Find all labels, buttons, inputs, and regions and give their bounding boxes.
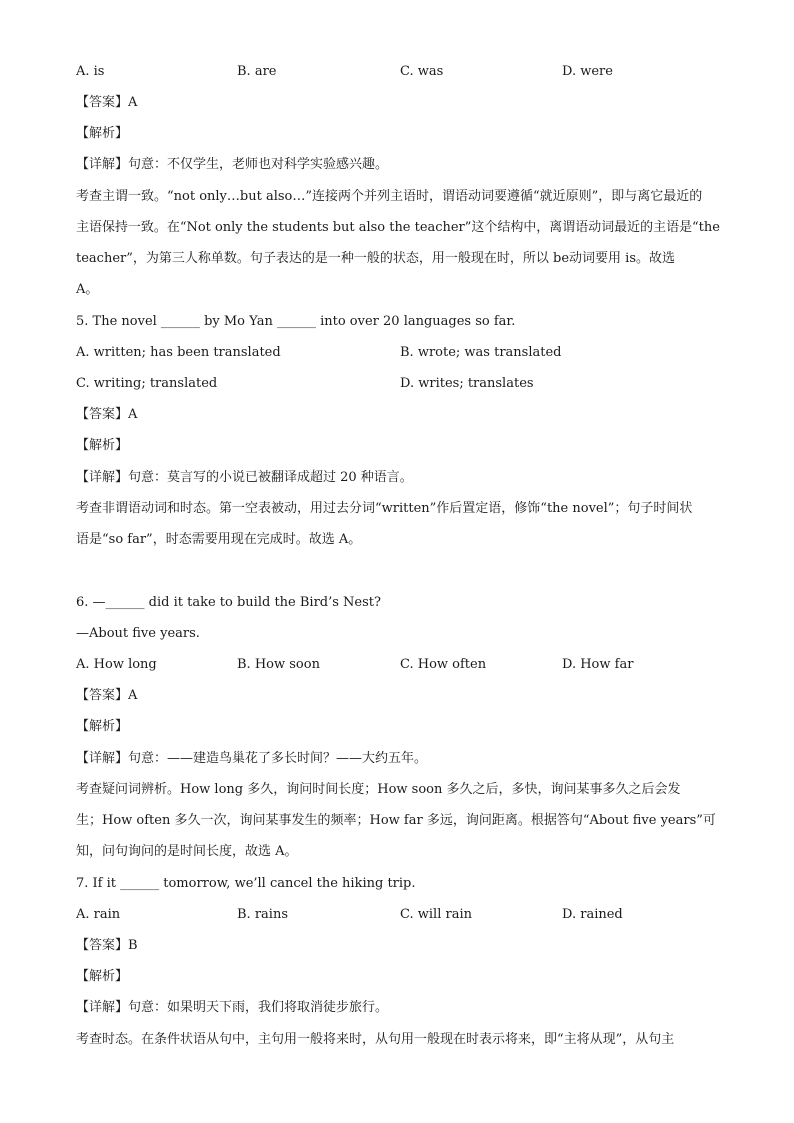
q7-explanation-line-1: 考查时态。在条件状语从句中，主句用一般将来时，从句用一般现在时表示将来，即“主将从现”，从句主	[76, 1032, 675, 1047]
q4-option-b: B. are	[237, 64, 277, 79]
q6-option-b: B. How soon	[237, 657, 320, 672]
q5-option-c: C. writing; translated	[76, 376, 218, 391]
q6-reply: —About five years.	[76, 626, 200, 641]
q6-explanation-line-2: 生；How often 多久一次，询问某事发生的频率；How far 多远，询问距离。根据答句“About five years”可	[76, 813, 716, 828]
q6-answer: 【答案】A	[76, 688, 138, 703]
q6-explanation-line-3: 知，问句询问的是时间长度，故选 A。	[76, 844, 298, 859]
q7-answer: 【答案】B	[76, 938, 138, 953]
q4-option-d: D. were	[562, 64, 613, 79]
q5-analysis-heading: 【解析】	[76, 438, 129, 453]
q7-analysis-heading: 【解析】	[76, 969, 129, 984]
q4-explanation-line-1: 考查主谓一致。“not only…but also…”连接两个并列主语时，谓语动词要遵循“就近原则”，即与离它最近的	[76, 189, 703, 204]
q4-analysis-heading: 【解析】	[76, 126, 129, 141]
q5-explanation-line-1: 考查非谓语动词和时态。第一空表被动，用过去分词“written”作后置定语，修饰“the novel”；句子时间状	[76, 501, 693, 516]
q5-explanation-line-2: 语是“so far”，时态需要用现在完成时。故选 A。	[76, 532, 362, 547]
q4-explanation-line-4: A。	[76, 282, 99, 297]
q6-question: 6. —______ did it take to build the Bird’s Nest?	[76, 595, 381, 610]
q6-analysis-heading: 【解析】	[76, 719, 129, 734]
q7-option-b: B. rains	[237, 907, 288, 922]
q4-answer: 【答案】A	[76, 95, 138, 110]
q5-option-a: A. written; has been translated	[76, 345, 281, 360]
q7-option-c: C. will rain	[400, 907, 472, 922]
q4-explanation-line-3: teacher”，为第三人称单数。句子表达的是一种一般的状态，用一般现在时，所以 be动词要用 is。故选	[76, 251, 675, 266]
q5-detail: 【详解】句意：莫言写的小说已被翻译成超过 20 种语言。	[76, 470, 413, 485]
q7-detail: 【详解】句意：如果明天下雨，我们将取消徒步旅行。	[76, 1000, 389, 1015]
q6-option-c: C. How often	[400, 657, 487, 672]
q6-detail: 【详解】句意：——建造鸟巢花了多长时间？——大约五年。	[76, 751, 428, 766]
q5-question: 5. The novel ______ by Mo Yan ______ into over 20 languages so far.	[76, 314, 516, 329]
q4-option-a: A. is	[76, 64, 105, 79]
q4-explanation-line-2: 主语保持一致。在“Not only the students but also the teacher”这个结构中，离谓语动词最近的主语是“the	[76, 220, 720, 235]
q5-option-b: B. wrote; was translated	[400, 345, 562, 360]
q4-option-c: C. was	[400, 64, 444, 79]
q5-answer: 【答案】A	[76, 407, 138, 422]
q6-option-a: A. How long	[76, 657, 157, 672]
q7-question: 7. If it ______ tomorrow, we’ll cancel the hiking trip.	[76, 876, 416, 891]
q7-option-d: D. rained	[562, 907, 623, 922]
q6-option-d: D. How far	[562, 657, 634, 672]
q4-detail: 【详解】句意：不仅学生，老师也对科学实验感兴趣。	[76, 157, 389, 172]
q5-option-d: D. writes; translates	[400, 376, 534, 391]
q6-explanation-line-1: 考查疑问词辨析。How long 多久，询问时间长度；How soon 多久之后，多快，询问某事多久之后会发	[76, 782, 681, 797]
q7-option-a: A. rain	[76, 907, 121, 922]
